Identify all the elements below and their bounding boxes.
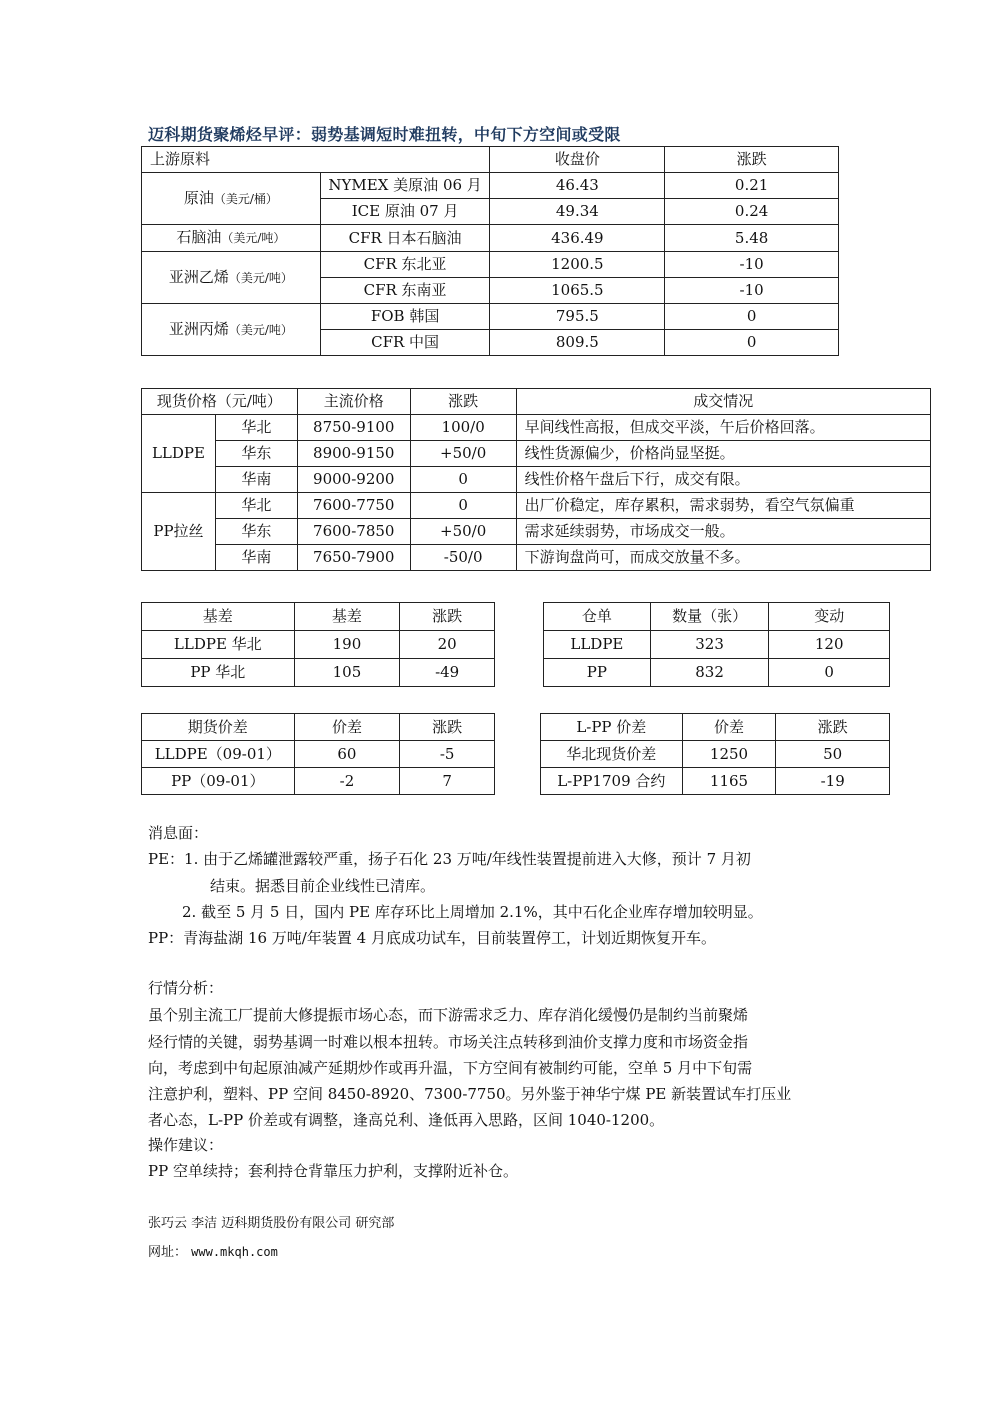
news-pp: PP：青海盐湖 16 万吨/年装置 4 月底成功试车，目前装置停工，计划近期恢复开车。 <box>148 929 716 947</box>
upstream-item: CFR 中国 <box>320 330 490 356</box>
upstream-item: CFR 东南亚 <box>320 278 490 304</box>
lpp-spread-header: L-PP 价差 <box>541 714 683 741</box>
spot-group-pp: PP拉丝 <box>142 493 216 571</box>
spot-price: 8750-9100 <box>297 415 410 441</box>
warehouse-table <box>543 602 890 687</box>
futures-spread-cell: -5 <box>400 741 495 768</box>
basis-cell: -49 <box>400 659 495 687</box>
lpp-spread-header: 价差 <box>682 714 776 741</box>
spot-region: 华北 <box>215 415 297 441</box>
futures-spread-header: 期货价差 <box>142 714 295 741</box>
upstream-price: 809.5 <box>490 330 665 356</box>
spot-change: +50/0 <box>410 519 516 545</box>
upstream-group-propylene: 亚洲丙烯（美元/吨） <box>142 304 321 356</box>
basis-header: 基差 <box>142 603 295 631</box>
news-pe-item1-cont: 结束。据悉目前企业线性已清库。 <box>210 877 436 895</box>
upstream-price: 1065.5 <box>490 278 665 304</box>
warehouse-cell: LLDPE <box>544 631 651 659</box>
futures-spread-cell: LLDPE（09-01） <box>142 741 295 768</box>
futures-spread-table <box>141 713 495 795</box>
futures-spread-cell: -2 <box>294 768 400 795</box>
advice-text: PP 空单续持；套利持仓背靠压力护利，支撑附近补仓。 <box>148 1162 518 1180</box>
spot-price: 9000-9200 <box>297 467 410 493</box>
upstream-item: FOB 韩国 <box>320 304 490 330</box>
futures-spread-header: 涨跌 <box>400 714 495 741</box>
upstream-table <box>141 146 839 356</box>
upstream-price: 795.5 <box>490 304 665 330</box>
futures-spread-cell: 7 <box>400 768 495 795</box>
warehouse-header: 数量（张） <box>650 603 769 631</box>
lpp-spread-header: 涨跌 <box>776 714 890 741</box>
lpp-spread-cell: L-PP1709 合约 <box>541 768 683 795</box>
upstream-header-change: 涨跌 <box>665 147 839 173</box>
spot-region: 华南 <box>215 545 297 571</box>
upstream-price: 46.43 <box>490 173 665 199</box>
spot-region: 华南 <box>215 467 297 493</box>
upstream-item: ICE 原油 07 月 <box>320 199 490 225</box>
upstream-item: CFR 日本石脑油 <box>320 225 490 252</box>
upstream-price: 1200.5 <box>490 252 665 278</box>
spot-note: 早间线性高报，但成交平淡，午后价格回落。 <box>516 415 930 441</box>
footer-authors: 张巧云 李洁 迈科期货股份有限公司 研究部 <box>148 1216 395 1231</box>
lpp-spread-cell: 50 <box>776 741 890 768</box>
basis-cell: LLDPE 华北 <box>142 631 295 659</box>
warehouse-cell: 0 <box>769 659 890 687</box>
upstream-change: 0.24 <box>665 199 839 225</box>
spot-region: 华东 <box>215 519 297 545</box>
spot-change: +50/0 <box>410 441 516 467</box>
news-pe-item2: 2. 截至 5 月 5 日，国内 PE 库存环比上周增加 2.1%，其中石化企业库存增加较明显。 <box>182 903 763 921</box>
upstream-group-ethylene: 亚洲乙烯（美元/吨） <box>142 252 321 304</box>
news-pe-label: PE： <box>148 850 185 868</box>
futures-spread-cell: PP（09-01） <box>142 768 295 795</box>
futures-spread-header: 价差 <box>294 714 400 741</box>
spot-note: 出厂价稳定，库存累积，需求弱势，看空气氛偏重 <box>516 493 930 519</box>
analysis-line: 者心态，L-PP 价差或有调整，逢高兑利、逢低再入思路，区间 1040-1200。 <box>148 1111 665 1129</box>
spot-price: 7600-7750 <box>297 493 410 519</box>
basis-cell: PP 华北 <box>142 659 295 687</box>
upstream-group-crude: 原油（美元/桶） <box>142 173 321 225</box>
spot-change: 0 <box>410 493 516 519</box>
basis-cell: 105 <box>294 659 400 687</box>
basis-cell: 190 <box>294 631 400 659</box>
news-pe-line1 <box>148 846 751 873</box>
analysis-line: 烃行情的关键，弱势基调一时难以根本扭转。市场关注点转移到油价支撑力度和市场资金指 <box>148 1033 749 1051</box>
upstream-change: -10 <box>665 278 839 304</box>
upstream-header-material: 上游原料 <box>142 147 490 173</box>
warehouse-cell: 323 <box>650 631 769 659</box>
upstream-change: -10 <box>665 252 839 278</box>
warehouse-cell: 120 <box>769 631 890 659</box>
basis-header: 涨跌 <box>400 603 495 631</box>
lpp-spread-cell: 1165 <box>682 768 776 795</box>
upstream-change: 5.48 <box>665 225 839 252</box>
advice-heading: 操作建议： <box>148 1136 224 1154</box>
spot-header-change: 涨跌 <box>410 389 516 415</box>
spot-price: 7650-7900 <box>297 545 410 571</box>
upstream-price: 49.34 <box>490 199 665 225</box>
basis-cell: 20 <box>400 631 495 659</box>
warehouse-cell: PP <box>544 659 651 687</box>
spot-note: 需求延续弱势，市场成交一般。 <box>516 519 930 545</box>
analysis-heading: 行情分析： <box>148 979 224 997</box>
upstream-change: 0.21 <box>665 173 839 199</box>
warehouse-cell: 832 <box>650 659 769 687</box>
spot-group-lldpe: LLDPE <box>142 415 216 493</box>
warehouse-header: 变动 <box>769 603 890 631</box>
news-heading: 消息面： <box>148 824 209 842</box>
spot-price: 7600-7850 <box>297 519 410 545</box>
upstream-group-naphtha: 石脑油（美元/吨） <box>142 225 321 252</box>
spot-note: 线性货源偏少，价格尚显坚挺。 <box>516 441 930 467</box>
footer-website-line <box>148 1241 278 1260</box>
page-title: 迈科期货聚烯烃早评：弱势基调短时难扭转，中旬下方空间或受限 <box>148 125 621 144</box>
basis-header: 基差 <box>294 603 400 631</box>
spot-change: -50/0 <box>410 545 516 571</box>
upstream-price: 436.49 <box>490 225 665 252</box>
warehouse-header: 仓单 <box>544 603 651 631</box>
footer-website-link[interactable]: www.mkqh.com <box>191 1245 278 1259</box>
spot-region: 华东 <box>215 441 297 467</box>
spot-change: 100/0 <box>410 415 516 441</box>
spot-change: 0 <box>410 467 516 493</box>
spot-header-price: 主流价格 <box>297 389 410 415</box>
upstream-item: CFR 东北亚 <box>320 252 490 278</box>
upstream-header-price: 收盘价 <box>490 147 665 173</box>
spot-header-category: 现货价格（元/吨） <box>142 389 298 415</box>
spot-table <box>141 388 931 571</box>
lpp-spread-cell: 1250 <box>682 741 776 768</box>
footer-website-label: 网址： <box>148 1245 188 1260</box>
spot-note: 线性价格午盘后下行，成交有限。 <box>516 467 930 493</box>
basis-table <box>141 602 495 687</box>
news-pe-item1: 1. 由于乙烯罐泄露较严重，扬子石化 23 万吨/年线性装置提前进入大修，预计 7 月初 <box>184 850 751 868</box>
spot-price: 8900-9150 <box>297 441 410 467</box>
lpp-spread-cell: 华北现货价差 <box>541 741 683 768</box>
lpp-spread-table <box>540 713 890 795</box>
upstream-item: NYMEX 美原油 06 月 <box>320 173 490 199</box>
futures-spread-cell: 60 <box>294 741 400 768</box>
analysis-line: 注意护利，塑料、PP 空间 8450-8920、7300-7750。另外鉴于神华宁煤 PE 新装置试车打压业 <box>148 1085 792 1103</box>
spot-note: 下游询盘尚可，而成交放量不多。 <box>516 545 930 571</box>
analysis-line: 虽个别主流工厂提前大修提振市场心态，而下游需求乏力、库存消化缓慢仍是制约当前聚烯 <box>148 1006 749 1024</box>
analysis-line: 向，考虑到中旬起原油减产延期炒作或再升温，下方空间有被制约可能，空单 5 月中下旬需 <box>148 1059 753 1077</box>
spot-header-note: 成交情况 <box>516 389 930 415</box>
spot-region: 华北 <box>215 493 297 519</box>
upstream-change: 0 <box>665 330 839 356</box>
lpp-spread-cell: -19 <box>776 768 890 795</box>
upstream-change: 0 <box>665 304 839 330</box>
